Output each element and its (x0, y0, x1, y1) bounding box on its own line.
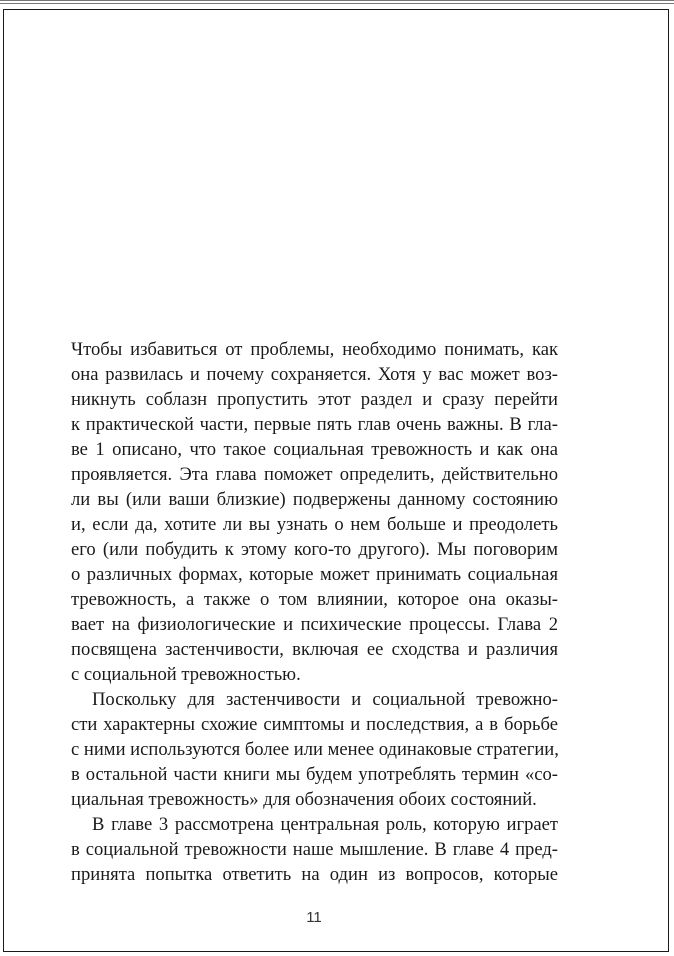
text-line: к практической части, первые пять глав очень важны. В гла- (71, 414, 558, 435)
text-line: никнуть соблазн пропустить этот раздел и сразу перейти (71, 389, 558, 410)
text-line: тревожность, а также о том влиянии, которое она оказы- (71, 589, 558, 610)
text-line: с ними используются более или менее одинаковые стратегии, (71, 739, 559, 760)
text-line: его (или побудить к этому кого-то другого). Мы поговорим (71, 539, 558, 560)
text-line: принята попытка ответить на один из вопросов, которые (71, 864, 558, 885)
text-line: проявляется. Эта глава поможет определить, действительно (71, 464, 558, 485)
body-text (71, 337, 558, 887)
text-line: В главе 3 рассмотрена центральная роль, которую играет (92, 814, 558, 835)
text-line: ли вы (или ваши близкие) подвержены данному состоянию (71, 489, 558, 510)
text-line: в социальной тревожности наше мышление. В главе 4 пред- (71, 839, 558, 860)
text-line: о различных формах, которые может принимать социальная (71, 564, 558, 585)
text-line: она развилась и почему сохраняется. Хотя у вас может воз- (71, 364, 558, 385)
text-line: и, если да, хотите ли вы узнать о нем больше и преодолеть (71, 514, 558, 535)
text-line: циальная тревожность» для обозначения обоих состояний. (71, 789, 537, 810)
text-line: сти характерны схожие симптомы и последствия, а в борьбе (71, 714, 558, 735)
top-border-rule (0, 0, 674, 4)
page-number: 11 (306, 909, 322, 926)
text-line: ве 1 описано, что такое социальная тревожность и как она (71, 439, 558, 460)
text-line: Поскольку для застенчивости и социальной тревожно- (92, 689, 558, 710)
text-line: Чтобы избавиться от проблемы, необходимо понимать, как (71, 339, 558, 360)
text-line: в остальной части книги мы будем употреблять термин «со- (71, 764, 558, 785)
text-line: вает на физиологические и психические процессы. Глава 2 (71, 614, 558, 635)
text-line: с социальной тревожностью. (71, 664, 301, 685)
text-line: посвящена застенчивости, включая ее сходства и различия (71, 639, 558, 660)
